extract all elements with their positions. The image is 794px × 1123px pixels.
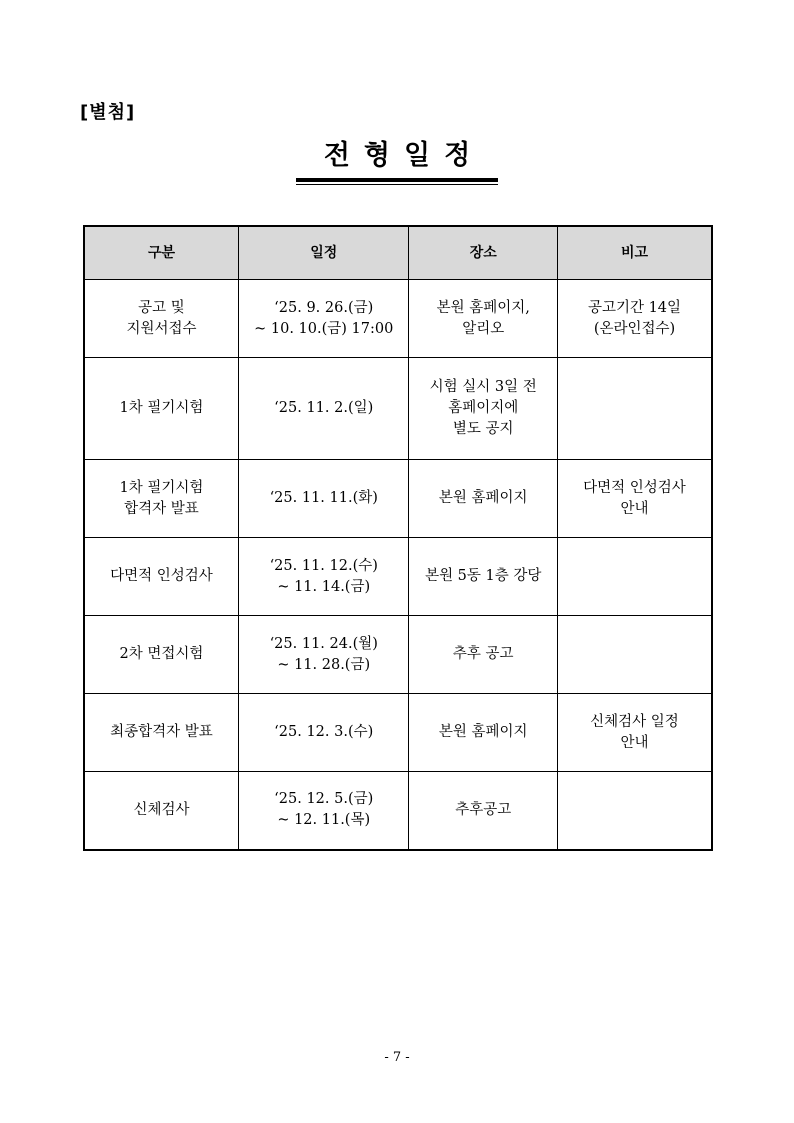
header-category: 구분 <box>84 226 238 280</box>
cell-schedule: ‘25. 12. 3.(수) <box>238 694 409 772</box>
cell-note <box>557 538 712 616</box>
cell-schedule: ‘25. 11. 11.(화) <box>238 460 409 538</box>
attachment-label: [별첨] <box>80 102 136 123</box>
schedule-table <box>83 225 713 851</box>
table-row <box>84 694 712 772</box>
cell-note <box>557 772 712 850</box>
cell-category: 다면적 인성검사 <box>84 538 238 616</box>
table-row <box>84 460 712 538</box>
cell-place: 본원 홈페이지, 알리오 <box>409 280 558 358</box>
cell-place: 본원 홈페이지 <box>409 460 558 538</box>
header-note: 비고 <box>557 226 712 280</box>
cell-category: 최종합격자 발표 <box>84 694 238 772</box>
title-block <box>296 138 498 185</box>
table-row <box>84 772 712 850</box>
title-underline-thin <box>296 184 498 185</box>
header-schedule: 일정 <box>238 226 409 280</box>
cell-category: 1차 필기시험 합격자 발표 <box>84 460 238 538</box>
cell-note: 공고기간 14일 (온라인접수) <box>557 280 712 358</box>
table-row <box>84 616 712 694</box>
table-row <box>84 358 712 460</box>
cell-category: 1차 필기시험 <box>84 358 238 460</box>
cell-note: 신체검사 일정 안내 <box>557 694 712 772</box>
cell-schedule: ‘25. 12. 5.(금) ~ 12. 11.(목) <box>238 772 409 850</box>
cell-schedule: ‘25. 11. 2.(일) <box>238 358 409 460</box>
page-number: - 7 - <box>384 1050 410 1065</box>
cell-category: 2차 면접시험 <box>84 616 238 694</box>
header-place: 장소 <box>409 226 558 280</box>
page-title: 전형일정 <box>323 140 485 171</box>
cell-note: 다면적 인성검사 안내 <box>557 460 712 538</box>
table-row <box>84 280 712 358</box>
cell-category: 공고 및 지원서접수 <box>84 280 238 358</box>
cell-schedule: ‘25. 11. 12.(수) ~ 11. 14.(금) <box>238 538 409 616</box>
cell-note <box>557 358 712 460</box>
cell-place: 시험 실시 3일 전 홈페이지에 별도 공지 <box>409 358 558 460</box>
cell-place: 추후 공고 <box>409 616 558 694</box>
cell-place: 추후공고 <box>409 772 558 850</box>
cell-category: 신체검사 <box>84 772 238 850</box>
cell-schedule: ‘25. 9. 26.(금) ~ 10. 10.(금) 17:00 <box>238 280 409 358</box>
cell-schedule: ‘25. 11. 24.(월) ~ 11. 28.(금) <box>238 616 409 694</box>
table-row <box>84 538 712 616</box>
cell-place: 본원 홈페이지 <box>409 694 558 772</box>
cell-place: 본원 5동 1층 강당 <box>409 538 558 616</box>
title-underline-thick <box>296 178 498 182</box>
table-header-row <box>84 226 712 280</box>
cell-note <box>557 616 712 694</box>
